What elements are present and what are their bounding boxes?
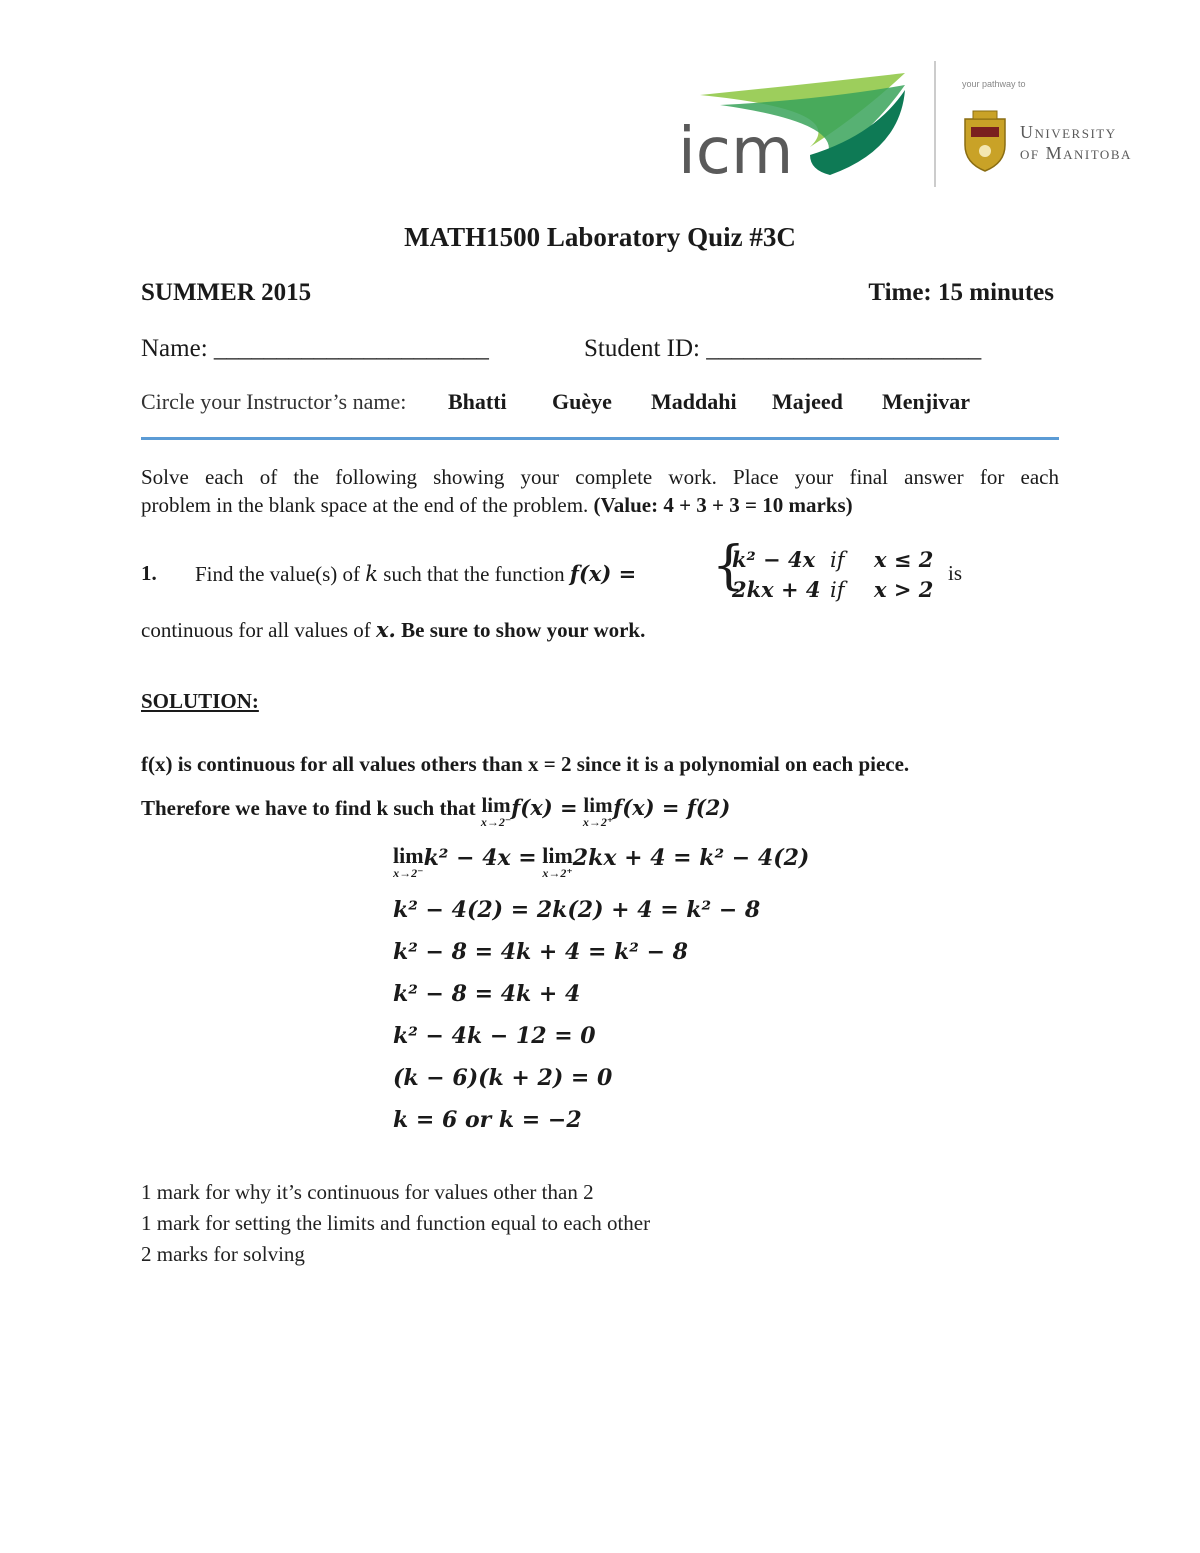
instructor-option: Majeed xyxy=(772,389,843,414)
piece2: 2kx + 4 if x > 2 xyxy=(732,577,934,602)
university-crest xyxy=(965,111,1005,171)
instructor-option: Guèye xyxy=(552,389,612,414)
solution-line2: Therefore we have to find k such that lim x→2⁻ f(x) = lim x→2⁺ f(x) = f(2) xyxy=(141,793,731,829)
solution-step: (k − 6)(k + 2) = 0 xyxy=(393,1065,613,1091)
instructions-line2: problem in the blank space at the end of the problem. (Value: 4 + 3 + 3 = 10 marks) xyxy=(141,493,853,517)
marking-note: 1 mark for setting the limits and function equal to each other xyxy=(141,1211,651,1235)
svg-text:icm: icm xyxy=(678,115,794,189)
solution-heading: SOLUTION: xyxy=(141,689,259,713)
piece1: k² − 4x if x ≤ 2 xyxy=(732,547,934,572)
university-name-line1: University xyxy=(1020,122,1117,142)
solution-step: k² − 8 = 4k + 4 xyxy=(393,981,581,1007)
tagline: your pathway to xyxy=(962,79,1026,89)
question-text: Find the value(s) of k such that the function f(x) = xyxy=(195,561,637,586)
marking-note: 2 marks for solving xyxy=(141,1242,305,1266)
divider xyxy=(141,437,1059,440)
page-title: MATH1500 Laboratory Quiz #3C xyxy=(404,222,796,252)
solution-step: k² − 4k − 12 = 0 xyxy=(393,1023,596,1049)
name-field: Name: ______________________ xyxy=(141,335,489,362)
solution-step: k² − 4(2) = 2k(2) + 4 = k² − 8 xyxy=(393,897,761,923)
solution-step: k² − 8 = 4k + 4 = k² − 8 xyxy=(393,939,688,965)
instructor-option: Bhatti xyxy=(448,389,507,414)
instructor-option: Menjivar xyxy=(882,389,970,414)
solution-answer: k = 6 or k = −2 xyxy=(393,1107,582,1133)
solution-step: lim x→2⁻ k² − 4x = lim x→2⁺ 2kx + 4 = k² − 4(2) xyxy=(393,843,810,880)
solution-line1: f(x) is continuous for all values others than x = 2 since it is a polynomial on each piece. xyxy=(141,752,910,776)
student-id-field: Student ID: ______________________ xyxy=(584,335,982,362)
instructions-value: (Value: 4 + 3 + 3 = 10 marks) xyxy=(593,493,853,517)
question-is: is xyxy=(948,561,963,585)
question-number: 1. xyxy=(141,561,157,585)
term: SUMMER 2015 xyxy=(141,279,312,306)
university-name-line2: of Manitoba xyxy=(1020,143,1132,163)
question-continued: continuous for all values of x. Be sure to show your work. xyxy=(141,617,646,642)
marking-note: 1 mark for why it’s continuous for values other than 2 xyxy=(141,1180,594,1204)
instructions-line1: Solve each of the following showing your complete work. Place your final answer for each xyxy=(141,465,1059,489)
instructor-prompt: Circle your Instructor’s name: xyxy=(141,389,407,414)
instructor-option: Maddahi xyxy=(651,389,737,414)
piecewise-brace: { xyxy=(712,536,746,596)
time-limit: Time: 15 minutes xyxy=(868,279,1054,306)
